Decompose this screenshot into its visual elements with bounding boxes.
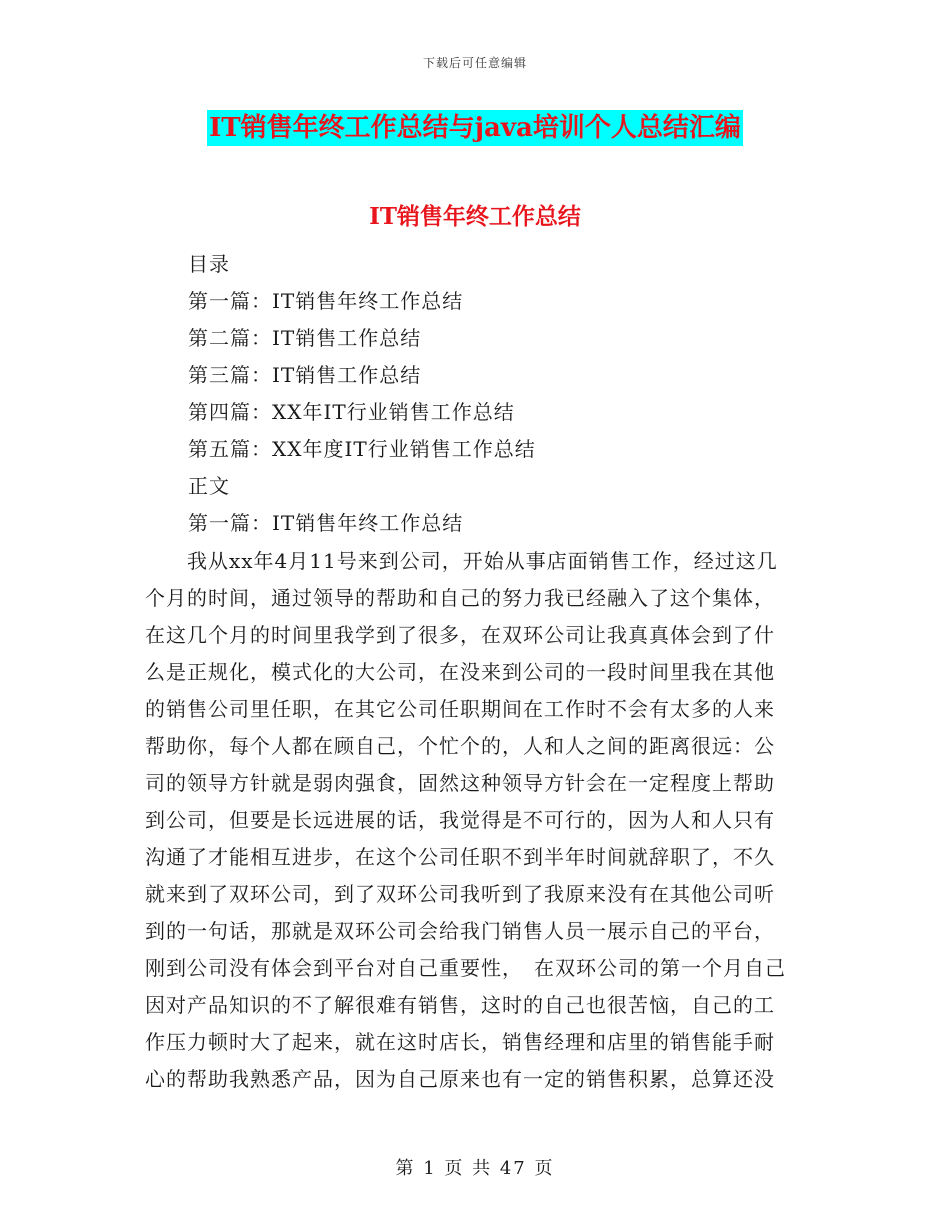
body-line: 到的一句话，那就是双环公司会给我门销售人员一展示自己的平台， <box>145 919 775 943</box>
body-line: 的销售公司里任职，在其它公司任职期间在工作时不会有太多的人来 <box>145 697 775 721</box>
page-number: 第 1 页 共 47 页 <box>395 1158 555 1179</box>
body-line: 在这几个月的时间里我学到了很多，在双环公司让我真真体会到了什 <box>145 623 775 647</box>
body-paragraph <box>145 543 813 1098</box>
body-line: 就来到了双环公司，到了双环公司我听到了我原来没有在其他公司听 <box>145 882 775 906</box>
header-note: 下载后可任意编辑 <box>422 56 527 70</box>
toc-line: 第二篇：IT销售工作总结 <box>188 326 422 350</box>
toc-line: 第一篇：IT销售年终工作总结 <box>188 511 464 535</box>
toc-line: 第五篇：XX年度IT行业销售工作总结 <box>188 437 536 461</box>
toc-line: 第四篇：XX年IT行业销售工作总结 <box>188 400 515 424</box>
body-line: 因对产品知识的不了解很难有销售，这时的自己也很苦恼，自己的工 <box>145 993 775 1017</box>
table-of-contents <box>188 246 828 542</box>
body-line: 个月的时间，通过领导的帮助和自己的努力我已经融入了这个集体， <box>145 586 775 610</box>
body-line: 么是正规化，模式化的大公司，在没来到公司的一段时间里我在其他 <box>145 660 775 684</box>
body-line: 我从xx年4月11号来到公司，开始从事店面销售工作，经过这几 <box>145 549 778 573</box>
body-line: 沟通了才能相互进步，在这个公司任职不到半年时间就辞职了，不久 <box>145 845 775 869</box>
toc-line: 正文 <box>188 474 230 498</box>
body-line: 刚到公司没有体会到平台对自己重要性， 在双环公司的第一个月自己 <box>145 956 786 980</box>
body-line: 作压力顿时大了起来，就在这时店长，销售经理和店里的销售能手耐 <box>145 1030 775 1054</box>
toc-line: 目录 <box>188 252 230 276</box>
toc-line: 第一篇：IT销售年终工作总结 <box>188 289 464 313</box>
document-title <box>0 110 950 146</box>
body-line: 心的帮助我熟悉产品，因为自己原来也有一定的销售积累，总算还没 <box>145 1067 775 1091</box>
toc-line: 第三篇：IT销售工作总结 <box>188 363 422 387</box>
body-line: 帮助你，每个人都在顾自己，个忙个的，人和人之间的距离很远：公 <box>145 734 775 758</box>
document-title-text: IT销售年终工作总结与java培训个人总结汇编 <box>207 110 743 146</box>
body-line: 司的领导方针就是弱肉强食，固然这种领导方针会在一定程度上帮助 <box>145 771 775 795</box>
body-line: 到公司，但要是长远进展的话，我觉得是不可行的，因为人和人只有 <box>145 808 775 832</box>
section-title: IT销售年终工作总结 <box>369 203 581 230</box>
